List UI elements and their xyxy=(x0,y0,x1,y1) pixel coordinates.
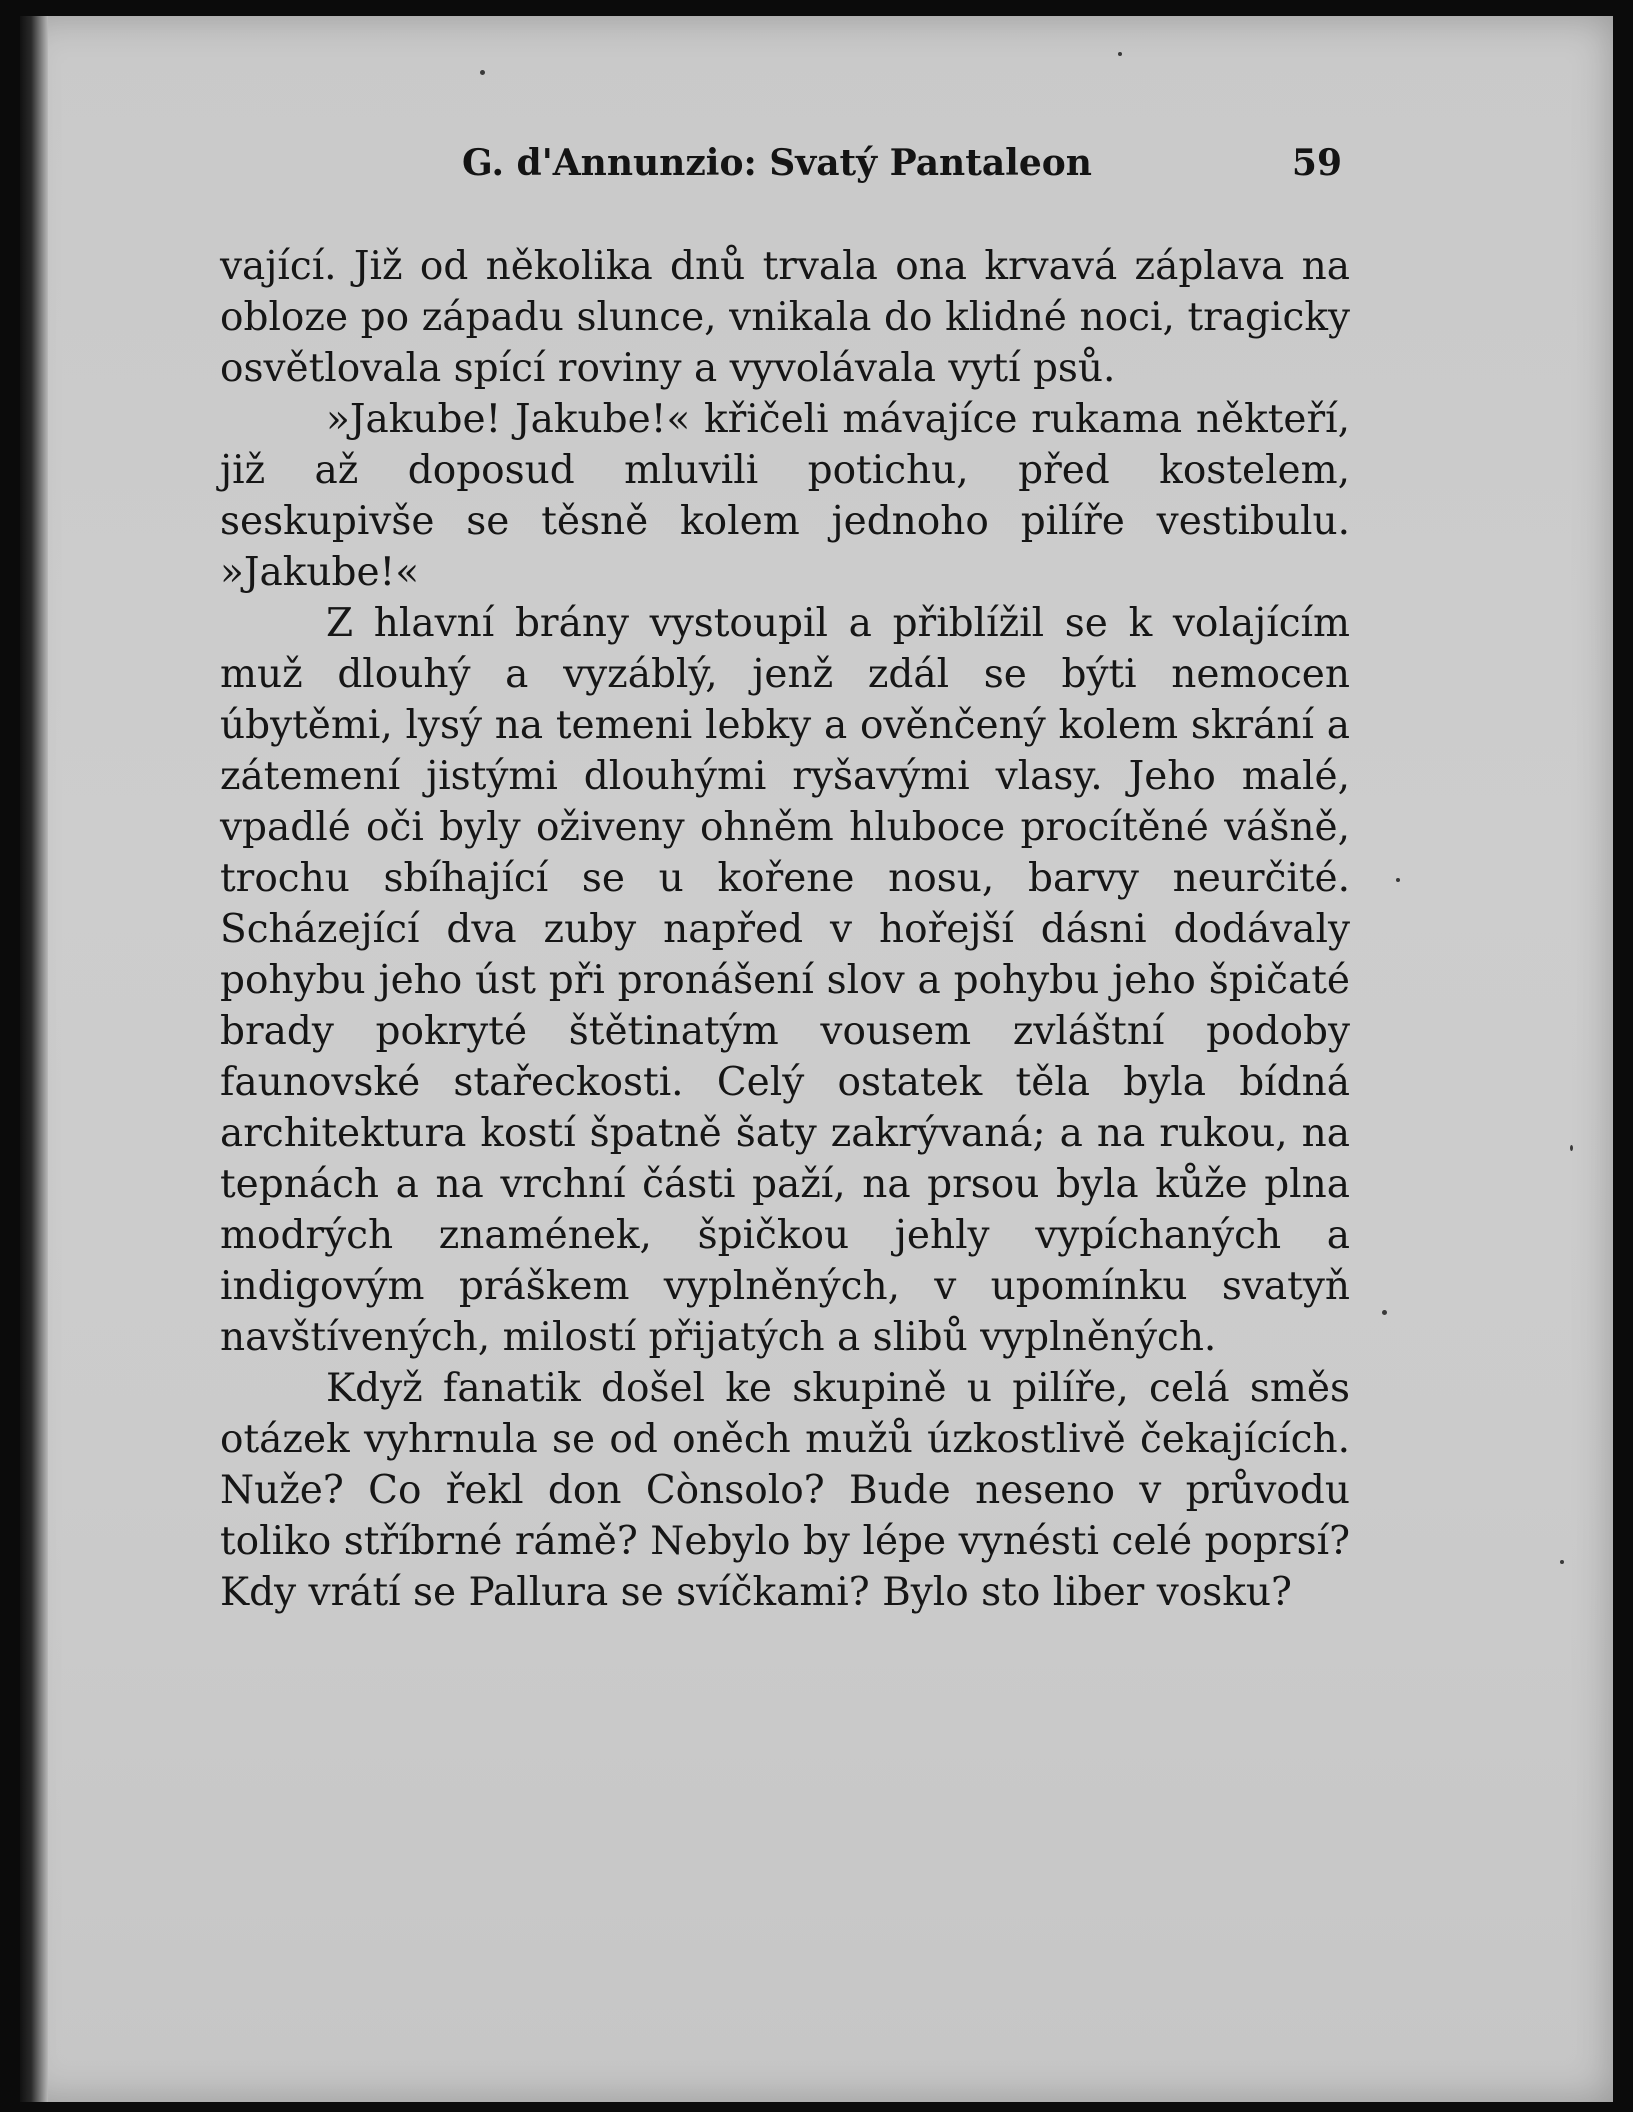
dust-speck xyxy=(1382,1310,1387,1315)
dust-speck xyxy=(480,70,485,75)
paragraph-1: vající. Již od několika dnů trvala ona krvavá záplava na obloze po západu slunce, vnikala do klidné noci, tragicky osvětlovala spící roviny a vyvolávala vytí psů. xyxy=(220,244,1350,391)
running-header xyxy=(462,142,1342,192)
paragraph-2: »Jakube! Jakube!« křičeli mávajíce rukama někteří, již až doposud mluvili potichu, před kostelem, seskupivše se těsně kolem jednoho pilíře vestibulu. »Jakube!« xyxy=(220,397,1350,595)
dust-speck xyxy=(1396,878,1400,882)
paragraph-4: Když fanatik došel ke skupině u pilíře, celá směs otázek vyhrnula se od oněch mužů úzkostlivě čekajících. Nuže? Co řekl don Cònsolo? Bude neseno v průvodu toliko stříbrné rámě? Nebylo by lépe vynésti celé poprsí? Kdy vrátí se Pallura se svíčkami? Bylo sto liber vosku? xyxy=(220,1366,1350,1615)
page-number: 59 xyxy=(1291,142,1342,184)
dust-speck xyxy=(1570,1145,1573,1151)
body-text xyxy=(220,241,1350,1618)
header-title: G. d'Annunzio: Svatý Pantaleon xyxy=(462,142,1092,184)
paragraph-3: Z hlavní brány vystoupil a přiblížil se k volajícím muž dlouhý a vyzáblý, jenž zdál se býti nemocen úbytěmi, lysý na temeni lebky a ověnčený kolem skrání a zátemení jistými dlouhými ryšavými vlasy. Jeho malé, vpadlé oči byly oživeny ohněm hluboce procítěné vášně, trochu sbíhající se u kořene nosu, barvy neurčité. Scházející dva zuby napřed v hořejší dásni dodávaly pohybu jeho úst při pronášení slov a pohybu jeho špičaté brady pokryté štětinatým vousem zvláštní podoby faunovské stařeckosti. Celý ostatek těla byla bídná architektura kostí špatně šaty zakrývaná; a na rukou, na tepnách a na vrchní části paží, na prsou byla kůže plna modrých znamének, špičkou jehly vypíchaných a indigovým práškem vyplněných, v upomínku svatyň navštívených, milostí přijatých a slibů vyplněných. xyxy=(220,601,1350,1360)
binding-edge xyxy=(20,16,48,2102)
dust-speck xyxy=(1560,1560,1564,1564)
dust-speck xyxy=(1118,52,1122,56)
